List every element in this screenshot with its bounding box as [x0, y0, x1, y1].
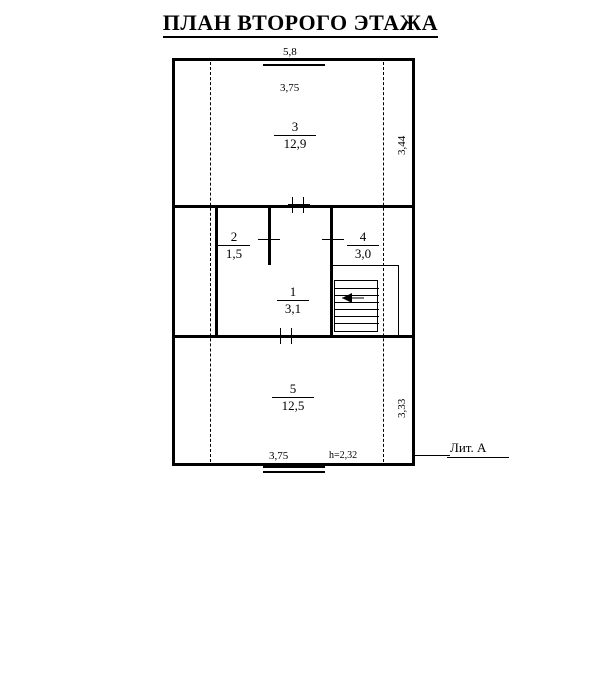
- letter-leader-line: [415, 455, 450, 456]
- dim-top-inner: 3,75: [280, 82, 300, 94]
- interior-wall-stair-right: [398, 265, 399, 335]
- door-opening-top: [288, 204, 310, 205]
- room-number: 1: [289, 284, 297, 299]
- interior-wall-vert-right: [330, 207, 333, 335]
- window-top: [263, 59, 325, 66]
- room-area: 3,1: [277, 300, 309, 316]
- door-tick-top-2: [303, 197, 304, 213]
- dim-right-upper: 3,44: [396, 135, 408, 155]
- door-tick-bottom-1: [280, 328, 281, 344]
- stair-step: [335, 288, 379, 289]
- door-opening-bottom: [276, 335, 298, 336]
- stair-step: [335, 309, 379, 310]
- interior-wall-stair-top: [330, 265, 398, 266]
- letter-label: Лит. А: [450, 440, 487, 455]
- page-title-text: ПЛАН ВТОРОГО ЭТАЖА: [163, 10, 438, 38]
- window-bottom: [263, 466, 325, 473]
- stair-step: [335, 323, 379, 324]
- room-area: 3,0: [347, 245, 379, 261]
- door-opening-room4: [322, 239, 344, 240]
- room-number: 4: [359, 229, 367, 244]
- door-tick-bottom-2: [291, 328, 292, 344]
- axis-dashed-left: [210, 62, 211, 462]
- dim-bottom-inner: 3,75: [269, 450, 289, 462]
- dim-height-note: h=2,32: [329, 450, 358, 461]
- door-tick-top-1: [292, 197, 293, 213]
- room-label-1: [277, 285, 309, 316]
- room-label-3: [274, 120, 316, 151]
- room-label-4: [347, 230, 379, 261]
- stair-direction-arrow: [330, 290, 370, 306]
- door-tick-room4: [331, 232, 332, 248]
- interior-wall-vert-left: [215, 205, 218, 335]
- axis-dashed-right: [383, 62, 384, 462]
- room-number: 5: [289, 381, 297, 396]
- dim-right-lower: 3,33: [396, 398, 408, 418]
- door-opening-room2: [258, 239, 280, 240]
- page-title: [0, 10, 601, 36]
- letter-underline: [447, 457, 509, 458]
- stair-step: [335, 316, 379, 317]
- room-label-2: [218, 230, 250, 261]
- staircase: [334, 280, 378, 332]
- room-area: 1,5: [218, 245, 250, 261]
- room-area: 12,5: [272, 397, 314, 413]
- room-number: 2: [230, 229, 238, 244]
- interior-wall-upper: [175, 205, 412, 208]
- door-tick-room2: [268, 232, 269, 248]
- room-label-5: [272, 382, 314, 413]
- room-number: 3: [291, 119, 299, 134]
- dim-top-outer: 5,8: [283, 46, 297, 58]
- room-area: 12,9: [274, 135, 316, 151]
